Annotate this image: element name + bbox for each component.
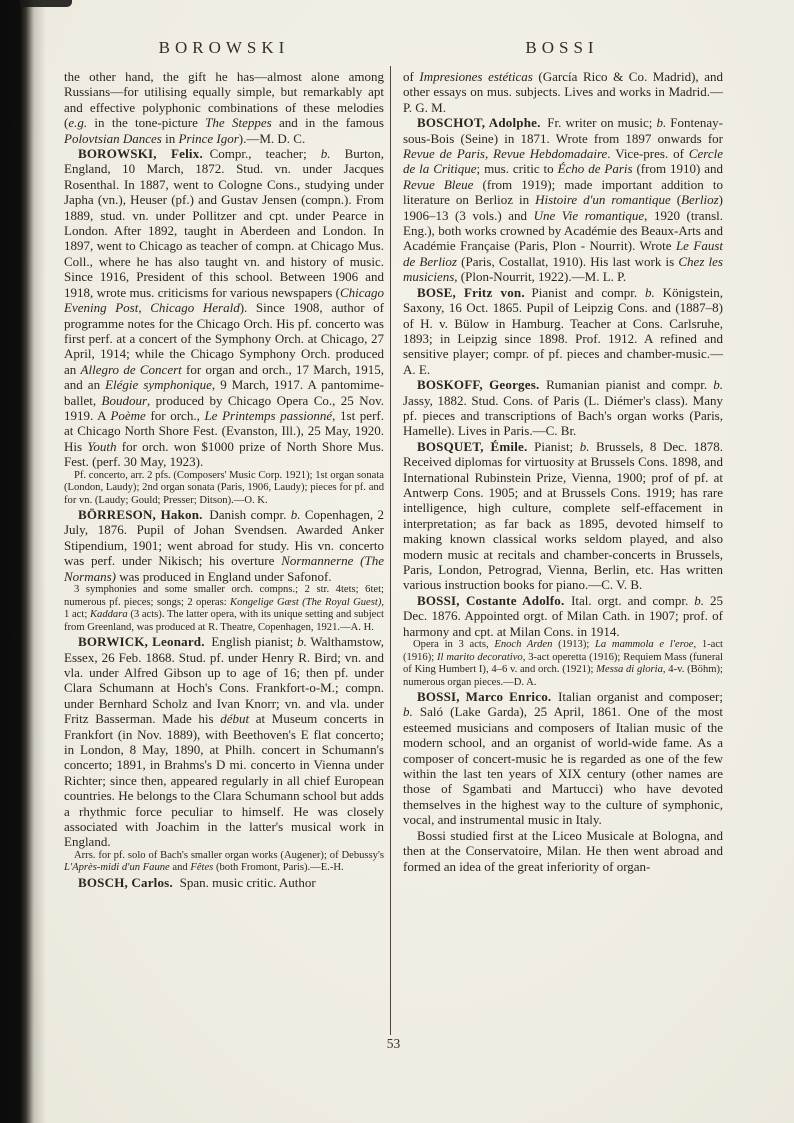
running-head-right: BOSSI bbox=[525, 38, 599, 57]
entry-borreson-hakon: BÖRRESON, Hakon. Danish compr. b. Copenhagen, 2 July, 1876. Pupil of Johan Svendsen. Awarded Anker Stipendium, 1901; went abroad for study. His vn. concerto was perf. under Nikisch; his overture Normannerne (The Normans) was produced in England under Safonof. bbox=[64, 507, 385, 584]
entry-headword: BOSKOFF, Georges. bbox=[417, 377, 540, 393]
scan-smudge bbox=[20, 0, 72, 7]
entry-borowski-felix: BOROWSKI, Felix. Compr., teacher; b. Burton, England, 10 March, 1872. Stud. vn. under Jacques Rosenthal. In 1887, went to Cologne Cons., studying under Japha (vn.), Heuser (pf.) and Gustav Jensen (compn.). From 1889, stud. vn. under Pollitzer and cpt. under Pearce in London. After 1892, taught in Aberdeen and London. In 1897, went to Chicago as teacher of compn. at Chicago Mus. Coll., where he has also taught vn. and history of music. Since 1916, President of this school. Between 1906 and 1918, wrote mus. criticisms for various newspapers (Chicago Evening Post, Chicago Herald). Since 1908, author of programme notes for the Chicago Orch. His pf. concerto was first perf. at a concert of the Symphony Orch. at Chicago, 27 April, 1914; while the Chicago Symphony Orch. produced an Allegro de Concert for organ and orch., 17 March, 1915, and an Elégie symphonique, 9 March, 1917. A pantomime-ballet, Boudour, produced by Chicago Opera Co., 25 Nov. 1919. A Poème for orch., Le Printemps passionné, 1st perf. at Chicago North Shore Fest. (Evanston, Ill.), 25 May, 1920. His Youth for orch. won $1000 prize of North Shore Mus. Fest. (perf. 30 May, 1923). bbox=[64, 146, 385, 470]
entry-headword: BOSQUET, Émile. bbox=[417, 438, 528, 454]
entry-headword: BORWICK, Leonard. bbox=[78, 634, 205, 650]
page-edge-shadow bbox=[0, 0, 46, 1123]
entry-headword: BOSE, Fritz von. bbox=[417, 284, 525, 300]
works-list-borwick: Arrs. for pf. solo of Bach's smaller organ works (Augener); of Debussy's L'Après-midi d'un Faune and Fêtes (both Fromont, Paris).—E.-H. bbox=[64, 849, 384, 874]
entry-headword: BOSCHOT, Adolphe. bbox=[417, 115, 541, 131]
entry-bosquet-emile: BOSQUET, Émile. Pianist; b. Brussels, 8 Dec. 1878. Received diplomas for virtuosity at Brussels Cons. 1898, and International Rubinstein Prize, Vienna, 1900; prof of pf. at Antwerp Cons. 1905; and at Brussels Cons. 1919; has rare intelligence, high culture, complete self-effacement in interpretation; as far back as 1895, devoted himself to making known classical works seldom played, and also modern music at recitals and chamber-concerts in Brussels, Paris, London, Petrograd, Vienna, Berlin, etc. Has written various instruction books for piano.—C. V. B. bbox=[403, 438, 723, 593]
entry-headword: BOSSI, Costante Adolfo. bbox=[417, 592, 565, 608]
page-number: 53 bbox=[386, 1036, 401, 1051]
entry-continuation-bosch: of Impresiones estéticas (García Rico & Co. Madrid), and other essays on mus. subjects. Lives and works in Madrid.—P. G. M. bbox=[403, 69, 723, 115]
works-list-bossi-costante: Opera in 3 acts, Enoch Arden (1913); La mammola e l'eroe, 1-act (1916); Il marito decorativo, 3-act operetta (1916); Requiem Mass (funeral of King Humbert I), 4–6 v. and orch. (1921); Messa di gloria, 4-v. (Böhm); numerous organ pieces.—D. A. bbox=[403, 639, 723, 688]
column-divider-rule bbox=[390, 66, 391, 1035]
entry-headword: BOSSI, Marco Enrico. bbox=[417, 689, 552, 705]
entry-bossi-marco-enrico: BOSSI, Marco Enrico. Italian organist and composer; b. Saló (Lake Garda), 25 April, 1861. One of the most esteemed musicians and composers of Italian music of the modern school, and an organist of world-wide fame. As a composer of concert-music he is regarded as one of the few within the last ten years of XIX century (other names are those of Sgambati and Martucci) who have devoted themselves in the highest way to the culture of symphonic, vocal, and instrumental music in Italy. bbox=[403, 689, 723, 828]
entry-bossi-marco-enrico-paragraph-2: Bossi studied first at the Liceo Musicale at Bologna, and then at the Conservatoire, Milan. He then went abroad and formed an idea of the great inferiority of organ- bbox=[403, 827, 723, 874]
entry-headword: BOROWSKI, Felix. bbox=[78, 146, 203, 162]
works-list-borreson: 3 symphonies and some smaller orch. compns.; 2 str. 4tets; 6tet; numerous pf. pieces; songs; 2 operas: Kongelige Gæst (The Royal Guest), 1 act; Kaddara (3 acts). The latter opera, with its unique setting and subject from Greenland, was produced at R. Theatre, Copenhagen, 1921.—A. H. bbox=[64, 584, 385, 633]
entry-continuation-borodin: the other hand, the gift he has—almost alone among Russians—for utilising equally simple, but remarkably apt and effective polyphonic combinations of these melodies (e.g. in the tone-picture The Steppes and in the famous Polovtsian Dances in Prince Igor).—M. D. C. bbox=[64, 69, 384, 146]
works-list-borowski: Pf. concerto, arr. 2 pfs. (Composers' Music Corp. 1921); 1st organ sonata (London, Laudy); 2nd organ sonata (Paris, 1906, Laudy); pieces for pf. and for vn. (Laudy; Gould; Presser; Ditson).—O. K. bbox=[64, 469, 384, 506]
entry-boskoff-georges: BOSKOFF, Georges. Rumanian pianist and compr. b. Jassy, 1882. Stud. Cons. of Paris (L. Diémer's class). Many pf. pieces and transcriptions of Bach's organ works (Paris, Hamelle). Lives in Paris.—C. Br. bbox=[403, 377, 723, 439]
entry-headword: BOSCH, Carlos. bbox=[78, 874, 173, 890]
entry-bosch-carlos: BOSCH, Carlos. Span. music critic. Author bbox=[78, 874, 316, 890]
entry-headword: BÖRRESON, Hakon. bbox=[78, 507, 203, 523]
column-right bbox=[403, 69, 723, 874]
entry-bose-fritz-von: BOSE, Fritz von. Pianist and compr. b. Königstein, Saxony, 16 Oct. 1865. Pupil of Leipzig Cons. and (1887–8) of H. v. Bülow in Hamburg. Teacher at Cons. Carlsruhe, 1893; in Leipzig since 1898. Prof. 1912. A refined and sensitive player; compr. of pf. pieces and chamber-music.—A. E. bbox=[403, 284, 723, 377]
running-head-left: BOROWSKI bbox=[158, 38, 290, 57]
column-left bbox=[64, 69, 384, 890]
entry-bossi-costante-adolfo: BOSSI, Costante Adolfo. Ital. orgt. and compr. b. 25 Dec. 1876. Appointed orgt. of Milan Cath. in 1907; prof. of harmony and cpt. at Milan Cons. in 1914. bbox=[403, 592, 723, 639]
entry-boschot-adolphe: BOSCHOT, Adolphe. Fr. writer on music; b. Fontenay-sous-Bois (Seine) in 1871. Wrote from 1897 onwards for Revue de Paris, Revue Hebdomadaire. Vice-pres. of Cercle de la Critique; mus. critic to Écho de Paris (from 1910) and Revue Bleue (from 1919); made important addition to literature on Berlioz in Histoire d'un romantique (Berlioz) 1906–13 (3 vols.) and Une Vie romantique, 1920 (transl. Eng.), both works crowned by Académie des Beaux-Arts and Académie Française (Paris, Plon - Nourrit). Wrote Le Faust de Berlioz (Paris, Costallat, 1910). His last work is Chez les musiciens, (Plon-Nourrit, 1922).—M. L. P. bbox=[403, 115, 724, 285]
entry-borwick-leonard: BORWICK, Leonard. English pianist; b. Walthamstow, Essex, 26 Feb. 1868. Stud. pf. under Henry R. Bird; vn. and vla. under Alfred Gibson up to age of 16; then pf. under Clara Schumann at Hoch's Cons. Frankfort-o-M.; compn. under Bernhard Scholz and Ivan Knorr; vn. and vla. under Fritz Basserman. Made his début at Museum concerts in Frankfort (in Nov. 1889), with Beethoven's E flat concerto; in London, 8 May, 1890, at Philh. concert in Schumann's concerto; 1891, in Brahms's D mi. concerto in Vienna under Richter; since then, appeared regularly in all chief European countries. He belongs to the Clara Schumann school but adds a rhythmic force peculiar to himself. He was closely associated with Joachim in the latter's musical work in England. bbox=[64, 634, 384, 850]
